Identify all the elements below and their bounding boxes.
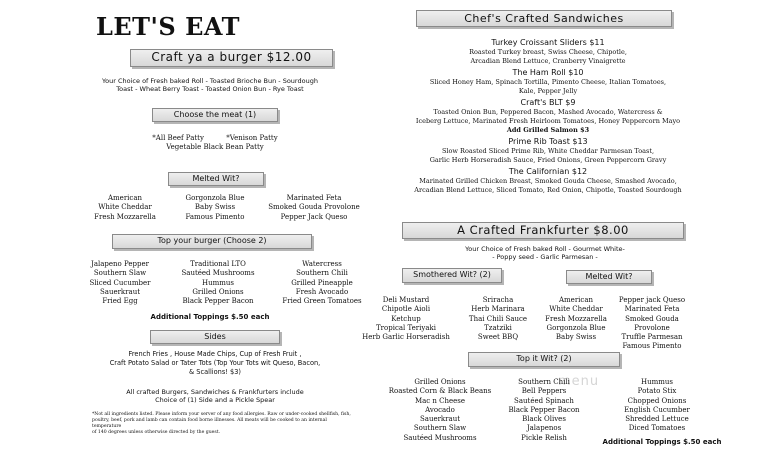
topping-item: Fried Green Tomatoes [282, 297, 362, 306]
cheese-item: Smoked Gouda [625, 314, 679, 323]
meat-row: *All Beef Patty *Venison Patty [152, 134, 278, 142]
melted-heading [168, 172, 264, 186]
sauce-item: Herb Marinara [471, 305, 525, 314]
topping-item: Potato Stix [637, 387, 677, 396]
sandwich-item [402, 98, 694, 134]
sandwich-desc: Marinated Grilled Chicken Breast, Smoked Gouda Cheese, Smashed Avocado, [419, 177, 677, 186]
topping-item: Southern Chili [296, 269, 348, 278]
topping-item: Bell Peppers [521, 387, 567, 396]
top-burger-heading-text: Top your burger (Choose 2) [157, 236, 267, 245]
top-col-3 [268, 260, 376, 306]
sides-note-line: All crafted Burgers, Sandwiches & Frankfurters include [126, 388, 304, 396]
cheese-item: Pepper jack Queso [618, 296, 686, 304]
cheese-item: Gorgonzola Blue [185, 194, 245, 202]
disclaimer-line: poultry, beef, pork and lamb can contain food borne illnesses. All meats will be cooked to an internal temperature [92, 418, 327, 429]
topping-item: Sautéed Spinach [514, 396, 574, 405]
cheese-item: Marinated Feta [624, 305, 680, 314]
topping-item: English Cucumber [624, 405, 690, 414]
cheese-item: Famous Pimento [185, 212, 245, 221]
top-col-2 [168, 260, 268, 306]
sauce-item: Ketchup [391, 314, 421, 323]
topping-item: Southern Slaw [413, 424, 467, 433]
topping-item: Fried Egg [102, 297, 138, 306]
sandwich-desc: Slow Roasted Sliced Prime Rib, White Cheddar Parmesan Toast, [441, 147, 655, 156]
topping-item: Fresh Avocado [295, 287, 349, 296]
sides-line: & Scallions! $3) [189, 368, 241, 376]
frank-top-col-1 [384, 378, 496, 443]
disclaimer-line: of 140 degrees unless otherwise directed by the guest. [92, 430, 221, 435]
frank-roll-line: Your Choice of Fresh baked Roll - Gourmet White- [465, 245, 625, 253]
cheese-item: Smoked Gouda Provolone [268, 203, 360, 212]
sides-heading-text: Sides [204, 332, 226, 341]
sandwich-name: Craft's BLT $9 [520, 98, 576, 108]
topping-item: Black Pepper Bacon [182, 297, 254, 306]
sandwich-desc: Add Grilled Salmon $3 [506, 125, 590, 134]
sandwich-desc: Iceberg Lettuce, Marinated Fresh Heirloom Tomatoes, Honey Peppercorn Mayo [415, 116, 681, 125]
frank-additional-toppings: Additional Toppings $.50 each [602, 438, 722, 446]
topping-item: Hummus [641, 378, 673, 386]
frank-top-col-3 [610, 378, 704, 434]
sides-heading [150, 330, 280, 344]
topping-item: Shredded Lettuce [625, 415, 689, 424]
topping-item: Sautéed Mushrooms [403, 433, 477, 442]
topit-heading [468, 352, 620, 367]
disclaimer-line: *Not all ingredients listed. Please inform your server of any food allergies. Raw or under-cooked shellfish, fish, [92, 412, 351, 417]
topping-item: Grilled Onions [192, 287, 244, 296]
sandwich-desc: Kale, Pepper Jelly [518, 86, 578, 95]
cheese-item: Famous Pimento [622, 342, 682, 351]
topping-item: Sauerkraut [99, 287, 141, 296]
frank-melted-heading [566, 270, 652, 284]
roll-options-line: Your Choice of Fresh baked Roll - Toasted Brioche Bun - Sourdough [102, 77, 318, 85]
topping-item: Diced Tomatoes [628, 424, 686, 433]
frankfurter-heading [402, 222, 684, 239]
roll-options-line: Toast - Wheat Berry Toast - Toasted Onion Bun - Rye Toast [116, 85, 304, 93]
sandwiches-heading-text: Chef's Crafted Sandwiches [464, 12, 624, 25]
burger-roll-options [70, 77, 350, 93]
topping-item: Sliced Cucumber [89, 278, 151, 287]
sides-note [90, 388, 340, 404]
top-col-1 [72, 260, 168, 306]
cheese-col-2 [170, 194, 260, 222]
sauce-item: Chipotle Aioli [381, 305, 431, 314]
cheese-item: Marinated Feta [286, 194, 342, 202]
cheese-item: Pepper Jack Queso [280, 212, 348, 221]
cheese-item: Fresh Mozzarella [545, 314, 607, 323]
sides-note-line: Choice of (1) Side and a Pickle Spear [155, 396, 275, 404]
sauce-item: Tropical Teriyaki [376, 323, 436, 332]
sandwich-name: The Ham Roll $10 [512, 68, 584, 78]
sandwich-name: Prime Rib Toast $13 [508, 137, 588, 147]
page-title: LET'S EAT [96, 12, 241, 41]
sauce-item: Sriracha [482, 296, 514, 304]
sandwich-list [402, 38, 694, 195]
cheese-col-1 [80, 194, 170, 222]
smothered-heading [402, 268, 502, 283]
sides-line: Craft Potato Salad or Tater Tots (Top Your Tots wit Queso, Bacon, [109, 359, 321, 367]
topping-item: Southern Slaw [93, 269, 147, 278]
topping-item: Pickle Relish [521, 433, 567, 442]
topit-heading-text: Top it Wit? (2) [516, 354, 572, 363]
frankfurter-heading-text: A Crafted Frankfurter $8.00 [457, 223, 629, 237]
sauce-item: Deli Mustard [382, 296, 430, 304]
sauce-item: Sweet BBQ [477, 333, 519, 342]
smothered-col-1 [362, 296, 450, 342]
melted-heading-text: Melted Wit? [192, 174, 240, 183]
sandwich-name: The Californian $12 [508, 167, 588, 177]
topping-item: Sautéed Mushrooms [181, 269, 255, 278]
topping-item: Jalapenos [526, 424, 562, 433]
topping-item: Southern Chili [518, 378, 570, 386]
cheese-item: Provolone [634, 323, 670, 332]
meat-heading-text: Choose the meat (1) [173, 110, 257, 119]
topping-item: Black Pepper Bacon [508, 405, 580, 414]
topping-item: Chopped Onions [627, 396, 687, 405]
meat-heading [152, 108, 278, 122]
cheese-item: Baby Swiss [555, 333, 597, 342]
sandwich-desc: Arcadian Blend Lettuce, Sliced Tomato, Red Onion, Chipotle, Toasted Sourdough [414, 185, 682, 194]
sandwich-desc: Roasted Turkey breast, Swiss Cheese, Chipotle, [469, 48, 627, 56]
topping-item: Sauerkraut [419, 415, 461, 424]
topping-item: Grilled Onions [414, 378, 466, 386]
sides-list [80, 350, 350, 377]
frank-melted-col-1 [536, 296, 616, 342]
sandwich-item [402, 68, 694, 95]
frank-top-col-2 [494, 378, 594, 443]
sauce-item: Thai Chili Sauce [468, 314, 528, 323]
smothered-col-2 [454, 296, 542, 342]
sandwich-desc: Sliced Honey Ham, Spinach Tortilla, Pimento Cheese, Italian Tomatoes, [429, 78, 667, 87]
cheese-col-3 [258, 194, 370, 222]
cheese-item: American [558, 296, 594, 304]
topping-item: Black Olives [522, 415, 566, 424]
cheese-item: American [107, 194, 143, 202]
top-burger-heading [112, 234, 312, 249]
allergy-disclaimer [92, 412, 352, 436]
meat-options [120, 134, 310, 153]
sandwiches-heading [416, 10, 672, 27]
frank-melted-heading-text: Melted Wit? [585, 272, 633, 281]
cheese-item: Gorgonzola Blue [546, 323, 606, 332]
sandwich-name: Turkey Croissant Sliders $11 [491, 38, 605, 47]
topping-item: Watercress [302, 260, 342, 268]
cheese-item: Baby Swiss [194, 203, 236, 212]
sandwich-item [402, 137, 694, 164]
sides-line: French Fries , House Made Chips, Cup of Fresh Fruit , [128, 350, 302, 358]
burger-additional-toppings: Additional Toppings $.50 each [150, 313, 270, 321]
cheese-item: Fresh Mozzarella [94, 212, 156, 221]
meat-row: Vegetable Black Bean Patty [166, 143, 264, 152]
topping-item: Mac n Cheese [414, 396, 466, 405]
cheese-item: Truffle Parmesan [621, 333, 683, 342]
frank-melted-col-2 [612, 296, 692, 352]
sandwich-desc: Garlic Herb Horseradish Sauce, Fried Onions, Green Peppercorn Gravy [429, 155, 667, 164]
sandwich-desc: Toasted Onion Bun, Peppered Bacon, Mashed Avocado, Watercress & [433, 108, 663, 117]
burger-heading [130, 49, 333, 67]
cheese-item: White Cheddar [98, 203, 152, 212]
cheese-item: White Cheddar [549, 305, 603, 314]
sandwich-desc: Arcadian Blend Lettuce, Cranberry Vinaigrette [470, 56, 626, 65]
frank-roll-options [410, 245, 680, 261]
topping-item: Grilled Pineapple [291, 278, 353, 287]
sandwich-item [402, 167, 694, 194]
frank-roll-line: - Poppy seed - Garlic Parmesan - [492, 253, 598, 261]
sauce-item: Herb Garlic Horseradish [362, 333, 450, 342]
topping-item: Jalapeno Pepper [91, 260, 149, 268]
topping-item: Traditional LTO [190, 260, 246, 268]
sandwich-item [402, 38, 694, 65]
menu-watermark: menu [558, 374, 600, 389]
topping-item: Avocado [425, 405, 455, 414]
topping-item: Hummus [202, 278, 234, 287]
burger-heading-text: Craft ya a burger $12.00 [151, 50, 312, 64]
sauce-item: Tzatziki [484, 323, 512, 332]
smothered-heading-text: Smothered Wit? (2) [413, 270, 491, 279]
topping-item: Roasted Corn & Black Beans [388, 387, 492, 396]
